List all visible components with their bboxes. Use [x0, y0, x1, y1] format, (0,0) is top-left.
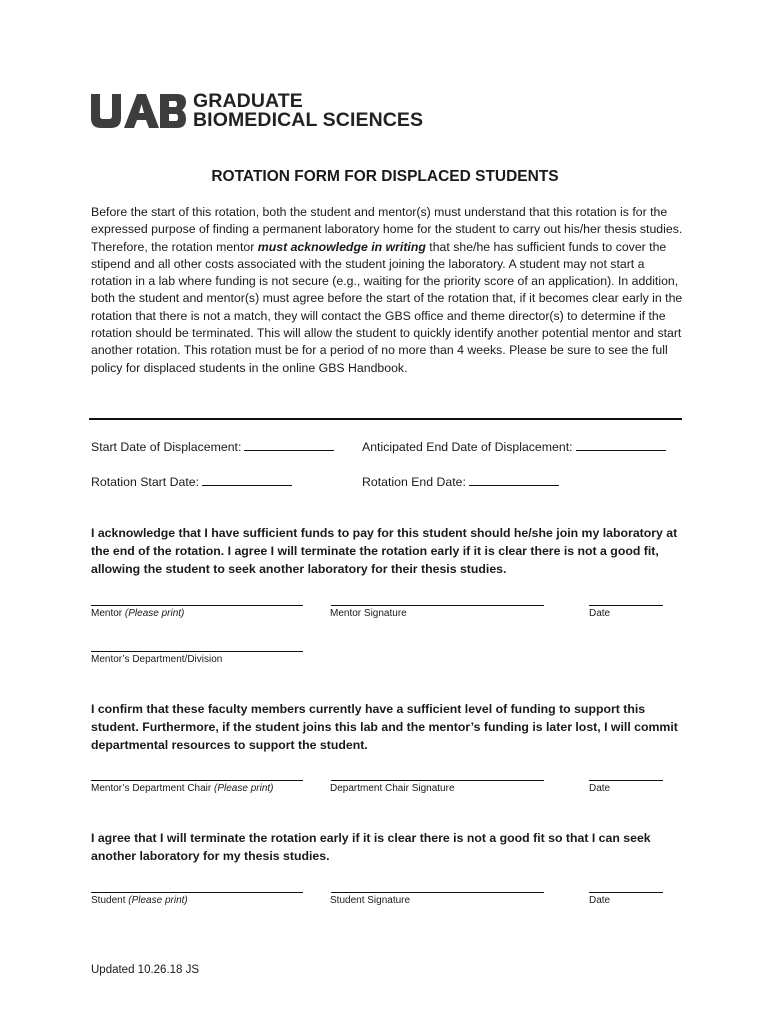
- mentor-name-label: [91, 608, 184, 619]
- rotation-start-label: Rotation Start Date:: [91, 475, 199, 489]
- logo-line-biomedical: BIOMEDICAL SCIENCES: [193, 109, 424, 131]
- rotation-start-blank[interactable]: [202, 473, 292, 486]
- anticipated-end-blank[interactable]: [576, 438, 666, 451]
- mentor-label-hint: (Please print): [124, 608, 185, 619]
- chair-label-hint: (Please print): [214, 783, 274, 794]
- chair-statement: I confirm that these faculty members currently have a sufficient level of funding to support this student. Furthermore, if the student joins this lab and the mentor’s funding is later lost, I will commit departmental resources to support the student.: [91, 702, 678, 752]
- chair-name-label: [91, 783, 273, 794]
- student-date-line[interactable]: [589, 892, 663, 893]
- start-displacement-blank[interactable]: [244, 438, 334, 451]
- start-displacement-field[interactable]: [91, 438, 334, 454]
- student-name-line[interactable]: [91, 892, 303, 893]
- chair-label-text: Mentor’s Department Chair: [91, 783, 215, 794]
- rotation-start-field[interactable]: [91, 473, 292, 489]
- mentor-date-label: Date: [589, 608, 611, 619]
- student-name-label: [91, 895, 188, 906]
- chair-date-line[interactable]: [589, 780, 663, 781]
- footer-updated: Updated 10.26.18 JS: [91, 964, 200, 976]
- student-label-text: Student: [91, 895, 129, 906]
- student-date-label: Date: [589, 895, 611, 906]
- student-label-hint: (Please print): [128, 895, 188, 906]
- form-title: ROTATION FORM FOR DISPLACED STUDENTS: [211, 168, 559, 185]
- chair-name-line[interactable]: [91, 780, 303, 781]
- section-divider: [89, 418, 682, 420]
- mentor-date-line[interactable]: [589, 605, 663, 606]
- mentor-signature-line[interactable]: [331, 605, 544, 606]
- student-signature-line[interactable]: [331, 892, 544, 893]
- intro-paragraph: [91, 204, 687, 377]
- logo-wordmark: [193, 92, 423, 130]
- anticipated-end-label: Anticipated End Date of Displacement:: [362, 440, 573, 454]
- intro-emphasis: must acknowledge in writing: [257, 239, 426, 254]
- start-displacement-label: Start Date of Displacement:: [91, 440, 242, 454]
- chair-signature-line[interactable]: [331, 780, 544, 781]
- anticipated-end-field[interactable]: [362, 438, 666, 454]
- mentor-department-line[interactable]: [91, 651, 303, 652]
- mentor-signature-label: Mentor Signature: [330, 608, 407, 619]
- rotation-end-blank[interactable]: [469, 473, 559, 486]
- rotation-end-field[interactable]: [362, 473, 559, 489]
- chair-date-label: Date: [589, 783, 611, 794]
- mentor-name-line[interactable]: [91, 605, 303, 606]
- uab-logo-mark: [91, 94, 186, 128]
- student-statement: I agree that I will terminate the rotation early if it is clear there is not a good fit so that I can seek another laboratory for my thesis studies.: [91, 831, 651, 863]
- chair-signature-label: Department Chair Signature: [330, 783, 455, 794]
- intro-text-after: that she/he has sufficient funds to cover the stipend and all other costs associated with the student joining the laboratory. A student may not start a rotation in a lab where funding is not secure (e.g., waiting for the priority score of an application). In addition, both the student and mentor(s) must agree before the start of the rotation that, if it becomes clear early in the rotation that there is not a match, they will contact the GBS office and theme director(s) to determine if the rotation should be terminated. This will allow the student to quickly identify another potential mentor and start another rotation. This rotation must be for a period of no more than 4 weeks. Please be sure to see the full policy for displaced students in the online GBS Handbook.: [91, 239, 683, 375]
- rotation-end-label: Rotation End Date:: [362, 475, 466, 489]
- student-signature-label: Student Signature: [330, 895, 411, 906]
- intro-text-before: Before the start of this rotation, both the student and mentor(s) must understand that this rotation is for the expressed purpose of finding a permanent laboratory home for the student to carry out his/her thesis studies. Therefore, the rotation mentor: [91, 205, 683, 254]
- logo-line-graduate: GRADUATE: [193, 90, 303, 112]
- mentor-department-label: Mentor’s Department/Division: [91, 654, 223, 665]
- mentor-label-text: Mentor: [91, 608, 125, 619]
- mentor-statement: I acknowledge that I have sufficient funds to pay for this student should he/she join my laboratory at the end of the rotation. I agree I will terminate the rotation early if it is clear there is not a good fit, allowing the student to seek another laboratory for their thesis studies.: [91, 526, 678, 576]
